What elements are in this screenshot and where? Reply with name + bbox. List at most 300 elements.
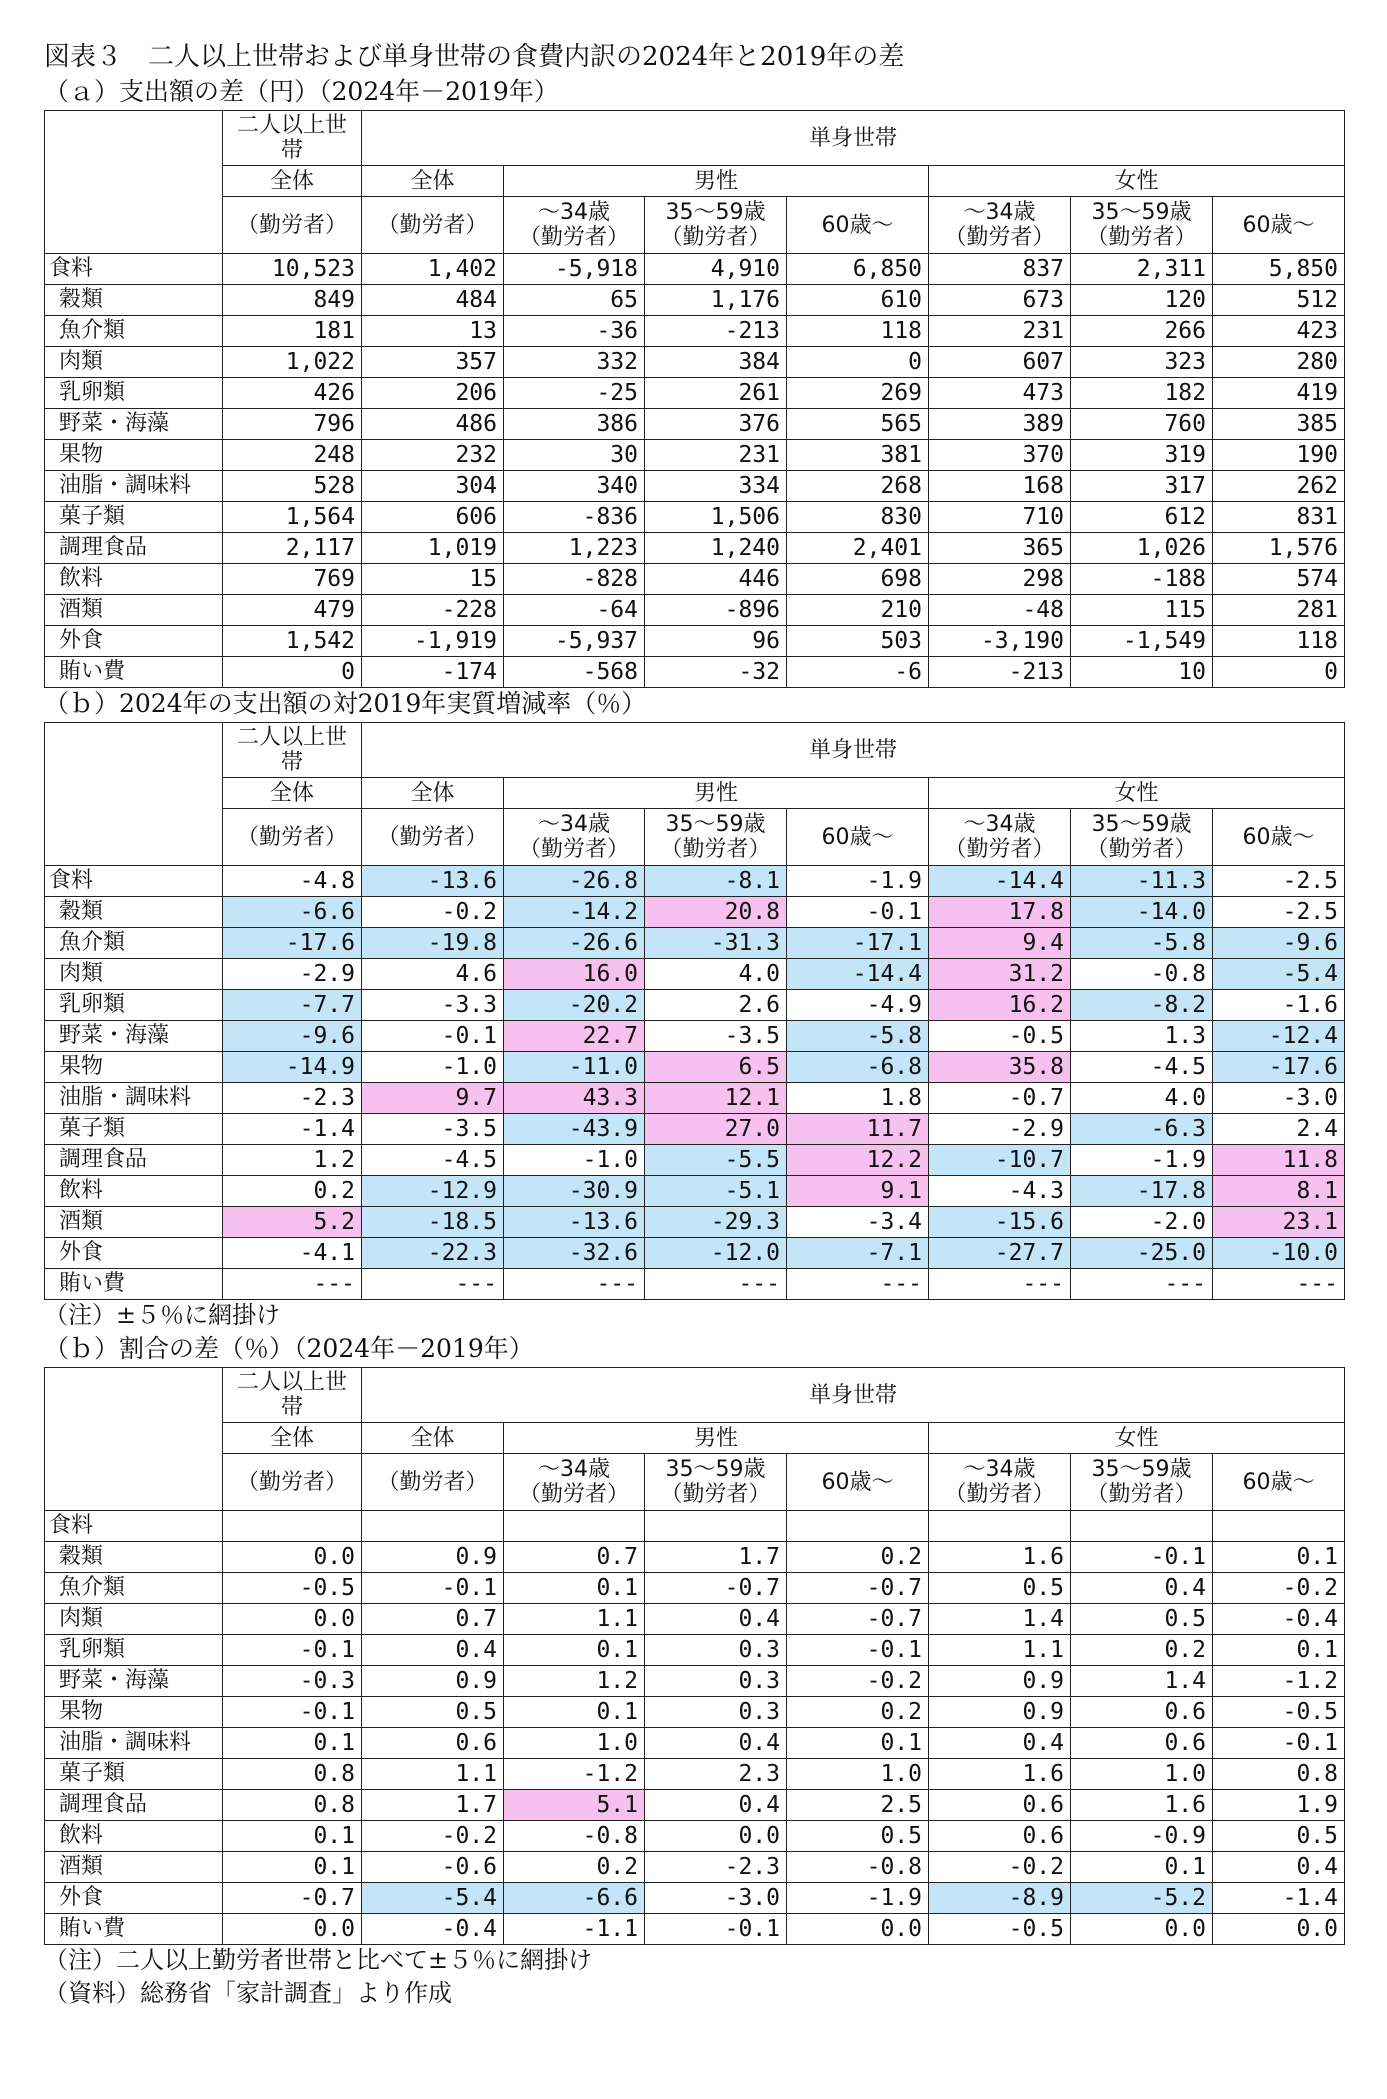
table-row xyxy=(45,928,1345,959)
header-multi-worker: （勤労者） xyxy=(223,1454,362,1511)
row-label: 食料 xyxy=(45,254,223,285)
value-cell: -0.2 xyxy=(362,1821,504,1852)
value-cell: 181 xyxy=(223,316,362,347)
row-label: 飲料 xyxy=(45,1821,223,1852)
table-real-change-rate xyxy=(44,722,1345,1300)
value-cell: 11.7 xyxy=(787,1114,929,1145)
value-cell: -12.0 xyxy=(645,1238,787,1269)
value-cell: 0.1 xyxy=(1213,1542,1345,1573)
value-cell: -5.1 xyxy=(645,1176,787,1207)
table-row xyxy=(45,1759,1345,1790)
value-cell: 1,402 xyxy=(362,254,504,285)
section-c-note: （注）二人以上勤労者世帯と比べて±５％に網掛け xyxy=(44,1946,593,1974)
row-label: 酒類 xyxy=(45,1207,223,1238)
value-cell: 830 xyxy=(787,502,929,533)
value-cell: -896 xyxy=(645,595,787,626)
table-row xyxy=(45,1083,1345,1114)
row-label: 乳卵類 xyxy=(45,990,223,1021)
row-label: 乳卵類 xyxy=(45,378,223,409)
value-cell: -32 xyxy=(645,657,787,688)
header-female-under34-worker: （勤労者） xyxy=(944,225,1055,250)
table-row xyxy=(45,1511,1345,1542)
table-row xyxy=(45,1021,1345,1052)
value-cell: 426 xyxy=(223,378,362,409)
value-cell: -213 xyxy=(929,657,1071,688)
value-cell: 17.8 xyxy=(929,897,1071,928)
value-cell: 0.7 xyxy=(362,1604,504,1635)
value-cell: 1,176 xyxy=(645,285,787,316)
value-cell: -11.0 xyxy=(504,1052,645,1083)
header-single-household: 単身世帯 xyxy=(362,723,1345,778)
value-cell: 1,223 xyxy=(504,533,645,564)
value-cell: -5,918 xyxy=(504,254,645,285)
header-male-under34 xyxy=(504,1454,645,1511)
table-row xyxy=(45,502,1345,533)
value-cell: -568 xyxy=(504,657,645,688)
value-cell: 31.2 xyxy=(929,959,1071,990)
value-cell: 512 xyxy=(1213,285,1345,316)
table-row xyxy=(45,626,1345,657)
section-b-title: （ｂ）2024年の支出額の対2019年実質増減率（％） xyxy=(44,689,647,718)
value-cell: -3.0 xyxy=(645,1883,787,1914)
value-cell: 0.5 xyxy=(362,1697,504,1728)
value-cell: 1.3 xyxy=(1071,1021,1213,1052)
value-cell: 0.1 xyxy=(787,1728,929,1759)
value-cell: -2.9 xyxy=(223,959,362,990)
value-cell: 2,117 xyxy=(223,533,362,564)
row-label: 食料 xyxy=(45,1511,223,1542)
value-cell: -3,190 xyxy=(929,626,1071,657)
value-cell: 0.4 xyxy=(929,1728,1071,1759)
value-cell: -31.3 xyxy=(645,928,787,959)
header-male-35-59-age: 35～59歳 xyxy=(665,200,766,225)
value-cell: -0.5 xyxy=(929,1021,1071,1052)
value-cell: -1.4 xyxy=(1213,1883,1345,1914)
row-label: 野菜・海藻 xyxy=(45,409,223,440)
value-cell: -4.3 xyxy=(929,1176,1071,1207)
header-row xyxy=(45,1423,1345,1454)
value-cell: 1.1 xyxy=(929,1635,1071,1666)
value-cell: 0.4 xyxy=(645,1604,787,1635)
table-row xyxy=(45,1052,1345,1083)
value-cell: 4.0 xyxy=(645,959,787,990)
value-cell: -19.8 xyxy=(362,928,504,959)
value-cell: 304 xyxy=(362,471,504,502)
value-cell: -17.6 xyxy=(1213,1052,1345,1083)
value-cell: 0.3 xyxy=(645,1697,787,1728)
value-cell xyxy=(1071,1511,1213,1542)
value-cell: 419 xyxy=(1213,378,1345,409)
value-cell: 5.2 xyxy=(223,1207,362,1238)
value-cell: 0 xyxy=(1213,657,1345,688)
row-label: 調理食品 xyxy=(45,1790,223,1821)
table-row xyxy=(45,564,1345,595)
value-cell: -0.1 xyxy=(1213,1728,1345,1759)
header-row xyxy=(45,723,1345,778)
value-cell: -1.2 xyxy=(1213,1666,1345,1697)
value-cell: -17.6 xyxy=(223,928,362,959)
value-cell: -0.8 xyxy=(504,1821,645,1852)
header-female-under34-age: ～34歳 xyxy=(963,1457,1036,1482)
row-label: 酒類 xyxy=(45,595,223,626)
value-cell: 0.1 xyxy=(504,1573,645,1604)
value-cell: -29.3 xyxy=(645,1207,787,1238)
value-cell: -174 xyxy=(362,657,504,688)
value-cell: 13 xyxy=(362,316,504,347)
value-cell: 323 xyxy=(1071,347,1213,378)
value-cell: -0.2 xyxy=(362,897,504,928)
value-cell: 1.0 xyxy=(787,1759,929,1790)
header-multi-household: 二人以上世帯 xyxy=(223,1368,362,1423)
value-cell: 606 xyxy=(362,502,504,533)
row-label: 穀類 xyxy=(45,285,223,316)
value-cell: 2.4 xyxy=(1213,1114,1345,1145)
table-row xyxy=(45,1238,1345,1269)
value-cell: -14.2 xyxy=(504,897,645,928)
value-cell: 0.5 xyxy=(1071,1604,1213,1635)
row-label: 肉類 xyxy=(45,1604,223,1635)
value-cell: 248 xyxy=(223,440,362,471)
table-row xyxy=(45,1821,1345,1852)
value-cell: -0.7 xyxy=(929,1083,1071,1114)
value-cell: -3.5 xyxy=(362,1114,504,1145)
value-cell: 6.5 xyxy=(645,1052,787,1083)
value-cell: -27.7 xyxy=(929,1238,1071,1269)
header-single-all: 全体 xyxy=(362,166,504,197)
value-cell: -25.0 xyxy=(1071,1238,1213,1269)
row-label: 賄い費 xyxy=(45,1914,223,1945)
table-row xyxy=(45,1790,1345,1821)
row-label: 魚介類 xyxy=(45,316,223,347)
table-row xyxy=(45,1542,1345,1573)
value-cell: -0.2 xyxy=(1213,1573,1345,1604)
value-cell: 385 xyxy=(1213,409,1345,440)
row-label: 菓子類 xyxy=(45,1759,223,1790)
value-cell: 710 xyxy=(929,502,1071,533)
value-cell: 574 xyxy=(1213,564,1345,595)
value-cell: 23.1 xyxy=(1213,1207,1345,1238)
value-cell: 4.0 xyxy=(1071,1083,1213,1114)
value-cell: 182 xyxy=(1071,378,1213,409)
value-cell: 376 xyxy=(645,409,787,440)
value-cell: 384 xyxy=(645,347,787,378)
value-cell: -13.6 xyxy=(504,1207,645,1238)
header-row xyxy=(45,1368,1345,1423)
header-female-under34-age: ～34歳 xyxy=(963,200,1036,225)
value-cell: 1.7 xyxy=(645,1542,787,1573)
value-cell xyxy=(1213,1511,1345,1542)
row-label: 外食 xyxy=(45,1238,223,1269)
value-cell: 0.2 xyxy=(504,1852,645,1883)
value-cell: 0.1 xyxy=(223,1728,362,1759)
value-cell: 120 xyxy=(1071,285,1213,316)
value-cell: 0.1 xyxy=(223,1852,362,1883)
value-cell: -30.9 xyxy=(504,1176,645,1207)
value-cell: 1,576 xyxy=(1213,533,1345,564)
table-row xyxy=(45,657,1345,688)
value-cell: 1,022 xyxy=(223,347,362,378)
table-row xyxy=(45,1728,1345,1759)
header-male-under34-worker: （勤労者） xyxy=(518,837,629,862)
table-share-difference xyxy=(44,1367,1345,1945)
value-cell: 280 xyxy=(1213,347,1345,378)
value-cell: 30 xyxy=(504,440,645,471)
value-cell: 12.1 xyxy=(645,1083,787,1114)
value-cell: -1.2 xyxy=(504,1759,645,1790)
value-cell: 4.6 xyxy=(362,959,504,990)
header-male-60plus: 60歳～ xyxy=(787,197,929,254)
value-cell: 0.1 xyxy=(223,1821,362,1852)
value-cell: -13.6 xyxy=(362,866,504,897)
header-male-under34 xyxy=(504,809,645,866)
value-cell: 0.1 xyxy=(504,1697,645,1728)
value-cell: -0.1 xyxy=(362,1573,504,1604)
value-cell: -8.1 xyxy=(645,866,787,897)
value-cell: 0.4 xyxy=(1071,1573,1213,1604)
value-cell: -14.4 xyxy=(787,959,929,990)
value-cell: -0.9 xyxy=(1071,1821,1213,1852)
header-male-35-59-worker: （勤労者） xyxy=(660,225,771,250)
header-female-35-59-worker: （勤労者） xyxy=(1086,837,1197,862)
header-single-household: 単身世帯 xyxy=(362,111,1345,166)
table-row xyxy=(45,1573,1345,1604)
value-cell: -0.1 xyxy=(787,897,929,928)
value-cell: 796 xyxy=(223,409,362,440)
value-cell: 610 xyxy=(787,285,929,316)
value-cell: 0.7 xyxy=(504,1542,645,1573)
row-label: 野菜・海藻 xyxy=(45,1666,223,1697)
value-cell: --- xyxy=(787,1269,929,1300)
value-cell: -11.3 xyxy=(1071,866,1213,897)
value-cell: -3.3 xyxy=(362,990,504,1021)
value-cell: -5.8 xyxy=(1071,928,1213,959)
header-male: 男性 xyxy=(504,166,929,197)
header-female-under34-worker: （勤労者） xyxy=(944,1482,1055,1507)
header-female-35-59-worker: （勤労者） xyxy=(1086,225,1197,250)
value-cell: -1,919 xyxy=(362,626,504,657)
header-male-under34 xyxy=(504,197,645,254)
value-cell: -4.8 xyxy=(223,866,362,897)
row-label: 魚介類 xyxy=(45,928,223,959)
row-label: 調理食品 xyxy=(45,1145,223,1176)
value-cell: -2.0 xyxy=(1071,1207,1213,1238)
header-row xyxy=(45,166,1345,197)
table-row xyxy=(45,897,1345,928)
row-label: 果物 xyxy=(45,440,223,471)
value-cell: -36 xyxy=(504,316,645,347)
header-male-under34-worker: （勤労者） xyxy=(518,1482,629,1507)
value-cell: 10 xyxy=(1071,657,1213,688)
row-label: 乳卵類 xyxy=(45,1635,223,1666)
value-cell: 9.4 xyxy=(929,928,1071,959)
header-female-35-59-age: 35～59歳 xyxy=(1091,812,1192,837)
value-cell: 0.6 xyxy=(362,1728,504,1759)
source-note: （資料）総務省「家計調査」より作成 xyxy=(44,1979,452,2007)
header-single-household: 単身世帯 xyxy=(362,1368,1345,1423)
value-cell: 1,542 xyxy=(223,626,362,657)
value-cell: 332 xyxy=(504,347,645,378)
table-row xyxy=(45,285,1345,316)
section-c-title: （ｂ）割合の差（％）（2024年－2019年） xyxy=(44,1334,534,1363)
header-multi-all: 全体 xyxy=(223,166,362,197)
row-label: 菓子類 xyxy=(45,502,223,533)
value-cell: -5.4 xyxy=(1213,959,1345,990)
table-row xyxy=(45,1604,1345,1635)
value-cell: -14.0 xyxy=(1071,897,1213,928)
value-cell: -2.5 xyxy=(1213,866,1345,897)
value-cell: -7.1 xyxy=(787,1238,929,1269)
value-cell: -2.3 xyxy=(645,1852,787,1883)
figure xyxy=(44,40,1344,2011)
value-cell: -0.1 xyxy=(1071,1542,1213,1573)
header-male-35-59 xyxy=(645,809,787,866)
value-cell: 0.5 xyxy=(787,1821,929,1852)
header-female-35-59-worker: （勤労者） xyxy=(1086,1482,1197,1507)
value-cell: 365 xyxy=(929,533,1071,564)
value-cell: 2,311 xyxy=(1071,254,1213,285)
value-cell: -1.9 xyxy=(1071,1145,1213,1176)
value-cell: -0.7 xyxy=(223,1883,362,1914)
value-cell: 0.4 xyxy=(645,1728,787,1759)
value-cell: -213 xyxy=(645,316,787,347)
value-cell: -9.6 xyxy=(1213,928,1345,959)
table-row xyxy=(45,254,1345,285)
value-cell: -8.2 xyxy=(1071,990,1213,1021)
value-cell: 831 xyxy=(1213,502,1345,533)
value-cell: 35.8 xyxy=(929,1052,1071,1083)
value-cell: -14.4 xyxy=(929,866,1071,897)
value-cell: 298 xyxy=(929,564,1071,595)
value-cell: 210 xyxy=(787,595,929,626)
value-cell: -1.6 xyxy=(1213,990,1345,1021)
value-cell: -0.5 xyxy=(1213,1697,1345,1728)
header-male: 男性 xyxy=(504,778,929,809)
value-cell: 0.0 xyxy=(223,1914,362,1945)
value-cell: 0.0 xyxy=(787,1914,929,1945)
value-cell: -64 xyxy=(504,595,645,626)
row-label: 果物 xyxy=(45,1697,223,1728)
value-cell: 370 xyxy=(929,440,1071,471)
value-cell: 484 xyxy=(362,285,504,316)
value-cell: 486 xyxy=(362,409,504,440)
value-cell: 20.8 xyxy=(645,897,787,928)
value-cell: -1.4 xyxy=(223,1114,362,1145)
value-cell: -4.5 xyxy=(362,1145,504,1176)
value-cell: -1.9 xyxy=(787,1883,929,1914)
header-male-35-59 xyxy=(645,197,787,254)
value-cell: -0.4 xyxy=(1213,1604,1345,1635)
value-cell: 0.1 xyxy=(1213,1635,1345,1666)
header-female-60plus: 60歳～ xyxy=(1213,809,1345,866)
value-cell xyxy=(929,1511,1071,1542)
value-cell: 0.4 xyxy=(1213,1852,1345,1883)
row-label: 穀類 xyxy=(45,1542,223,1573)
value-cell: 65 xyxy=(504,285,645,316)
value-cell: 0 xyxy=(223,657,362,688)
value-cell: -0.2 xyxy=(787,1666,929,1697)
value-cell: 1,026 xyxy=(1071,533,1213,564)
table-row xyxy=(45,1697,1345,1728)
header-male: 男性 xyxy=(504,1423,929,1454)
value-cell: 0.0 xyxy=(223,1542,362,1573)
value-cell xyxy=(504,1511,645,1542)
value-cell: --- xyxy=(1213,1269,1345,1300)
header-multi-household: 二人以上世帯 xyxy=(223,111,362,166)
value-cell: 0.3 xyxy=(645,1635,787,1666)
value-cell: --- xyxy=(504,1269,645,1300)
header-female-under34 xyxy=(929,809,1071,866)
value-cell: 0.8 xyxy=(223,1759,362,1790)
value-cell xyxy=(362,1511,504,1542)
value-cell: 0.1 xyxy=(504,1635,645,1666)
row-label: 油脂・調味料 xyxy=(45,1083,223,1114)
row-label: 飲料 xyxy=(45,564,223,595)
value-cell: 1.4 xyxy=(929,1604,1071,1635)
value-cell: 0.6 xyxy=(929,1790,1071,1821)
value-cell: -2.5 xyxy=(1213,897,1345,928)
row-label: 魚介類 xyxy=(45,1573,223,1604)
value-cell: 0.0 xyxy=(1071,1914,1213,1945)
table-row xyxy=(45,595,1345,626)
header-single-worker: （勤労者） xyxy=(362,809,504,866)
header-female-35-59 xyxy=(1071,809,1213,866)
value-cell: 1.1 xyxy=(504,1604,645,1635)
value-cell: 0.3 xyxy=(645,1666,787,1697)
value-cell: 1.4 xyxy=(1071,1666,1213,1697)
value-cell: -26.8 xyxy=(504,866,645,897)
header-male-35-59 xyxy=(645,1454,787,1511)
value-cell: -836 xyxy=(504,502,645,533)
value-cell: --- xyxy=(929,1269,1071,1300)
value-cell: 8.1 xyxy=(1213,1176,1345,1207)
value-cell: -0.1 xyxy=(362,1021,504,1052)
value-cell: -5,937 xyxy=(504,626,645,657)
table-row xyxy=(45,1914,1345,1945)
value-cell: 268 xyxy=(787,471,929,502)
value-cell: 479 xyxy=(223,595,362,626)
value-cell: -1.1 xyxy=(504,1914,645,1945)
header-single-all: 全体 xyxy=(362,1423,504,1454)
table-row xyxy=(45,378,1345,409)
header-female-under34 xyxy=(929,197,1071,254)
value-cell: 2.5 xyxy=(787,1790,929,1821)
table-row xyxy=(45,1635,1345,1666)
table-row xyxy=(45,1852,1345,1883)
header-female-35-59 xyxy=(1071,197,1213,254)
table-row xyxy=(45,471,1345,502)
value-cell: 16.0 xyxy=(504,959,645,990)
header-multi-worker: （勤労者） xyxy=(223,809,362,866)
value-cell: -1,549 xyxy=(1071,626,1213,657)
header-female: 女性 xyxy=(929,1423,1345,1454)
value-cell: 1,506 xyxy=(645,502,787,533)
value-cell: -10.7 xyxy=(929,1145,1071,1176)
value-cell: 261 xyxy=(645,378,787,409)
value-cell: 0.2 xyxy=(223,1176,362,1207)
header-male-35-59-worker: （勤労者） xyxy=(660,1482,771,1507)
value-cell: 0.2 xyxy=(1071,1635,1213,1666)
value-cell: -5.5 xyxy=(645,1145,787,1176)
value-cell: 115 xyxy=(1071,595,1213,626)
table-row xyxy=(45,1883,1345,1914)
value-cell: 2.6 xyxy=(645,990,787,1021)
value-cell: 473 xyxy=(929,378,1071,409)
value-cell: -0.8 xyxy=(787,1852,929,1883)
value-cell: -4.5 xyxy=(1071,1052,1213,1083)
value-cell: 0.9 xyxy=(362,1666,504,1697)
value-cell: -0.1 xyxy=(223,1635,362,1666)
table-expenditure-difference xyxy=(44,110,1345,688)
